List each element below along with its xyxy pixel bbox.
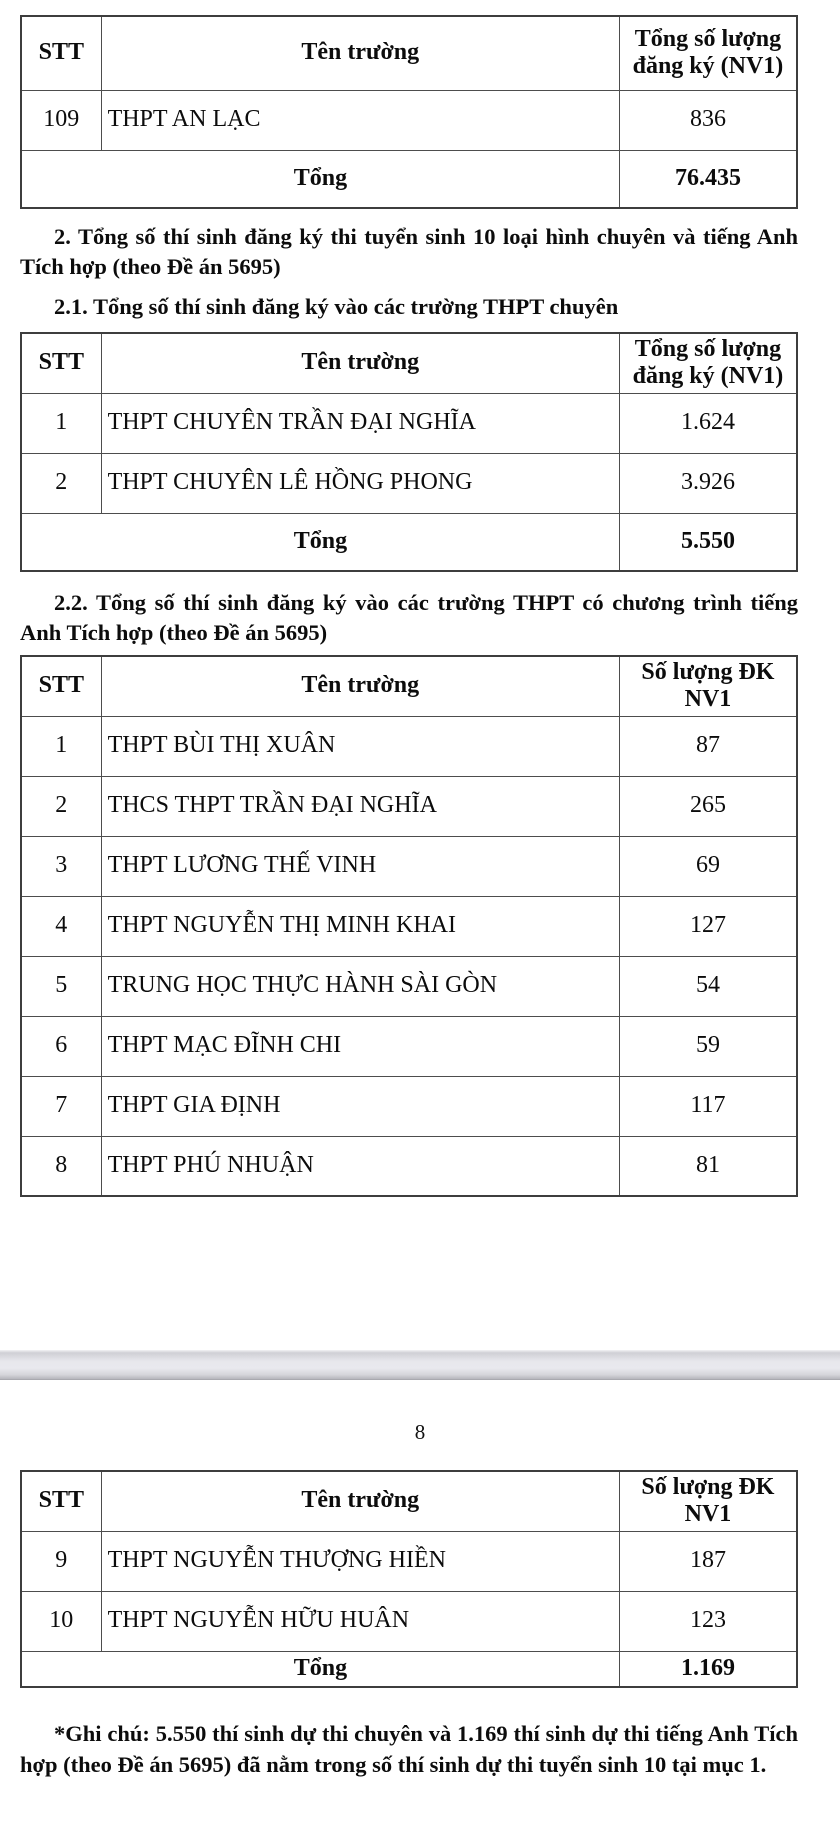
row-value: 123 <box>619 1591 797 1651</box>
table-row <box>21 393 797 453</box>
row-value: 3.926 <box>619 453 797 513</box>
row-value: 59 <box>619 1016 797 1076</box>
total-row <box>21 513 797 571</box>
section-2-2-heading: 2.2. Tổng số thí sinh đăng ký vào các trường THPT có chương trình tiếng Anh Tích hợp (theo Đề án 5695) <box>20 590 798 645</box>
integrated-english-schools-table-continued <box>20 1470 798 1688</box>
row-value: 1.624 <box>619 393 797 453</box>
row-school-name: THPT NGUYỄN HỮU HUÂN <box>101 1591 619 1651</box>
table-row <box>21 90 797 150</box>
header-stt: STT <box>21 16 101 90</box>
table-header-row <box>21 16 797 90</box>
table-header-row <box>21 1471 797 1531</box>
header-school-name: Tên trường <box>101 1471 619 1531</box>
row-value: 69 <box>619 836 797 896</box>
header-total-registered: Tổng số lượng đăng ký (NV1) <box>619 333 797 393</box>
row-value: 81 <box>619 1136 797 1196</box>
table-row <box>21 1591 797 1651</box>
total-value: 5.550 <box>619 513 797 571</box>
header-stt: STT <box>21 656 101 716</box>
row-school-name: THPT CHUYÊN TRẦN ĐẠI NGHĨA <box>101 393 619 453</box>
page-number: 8 <box>414 1420 426 1444</box>
row-value: 187 <box>619 1531 797 1591</box>
total-row <box>21 1651 797 1687</box>
header-school-name: Tên trường <box>101 333 619 393</box>
page-separator <box>0 1350 840 1380</box>
section-2-heading: 2. Tổng số thí sinh đăng ký thi tuyển sinh 10 loại hình chuyên và tiếng Anh Tích hợp (theo Đề án 5695) <box>20 224 798 279</box>
header-total-registered: Tổng số lượng đăng ký (NV1) <box>619 16 797 90</box>
row-stt: 5 <box>21 956 101 1016</box>
header-school-name: Tên trường <box>101 16 619 90</box>
table-row <box>21 776 797 836</box>
total-value: 76.435 <box>619 150 797 208</box>
total-row <box>21 150 797 208</box>
row-stt: 2 <box>21 776 101 836</box>
header-stt: STT <box>21 333 101 393</box>
integrated-english-schools-table <box>20 655 798 1197</box>
table-row <box>21 836 797 896</box>
total-value: 1.169 <box>619 1651 797 1687</box>
row-stt: 1 <box>21 393 101 453</box>
table-row <box>21 1531 797 1591</box>
row-school-name: THPT AN LẠC <box>101 90 619 150</box>
table-header-row <box>21 333 797 393</box>
row-value: 87 <box>619 716 797 776</box>
row-value: 836 <box>619 90 797 150</box>
row-school-name: THPT GIA ĐỊNH <box>101 1076 619 1136</box>
table-row <box>21 453 797 513</box>
total-label: Tổng <box>21 513 619 571</box>
row-school-name: THPT PHÚ NHUẬN <box>101 1136 619 1196</box>
row-stt: 10 <box>21 1591 101 1651</box>
header-registered-nv1: Số lượng ĐK NV1 <box>619 1471 797 1531</box>
row-school-name: THPT MẠC ĐĨNH CHI <box>101 1016 619 1076</box>
row-stt: 109 <box>21 90 101 150</box>
registration-table-section1 <box>20 15 798 209</box>
total-label: Tổng <box>21 150 619 208</box>
row-value: 54 <box>619 956 797 1016</box>
total-label: Tổng <box>21 1651 619 1687</box>
table-row <box>21 956 797 1016</box>
row-stt: 7 <box>21 1076 101 1136</box>
row-value: 265 <box>619 776 797 836</box>
row-stt: 3 <box>21 836 101 896</box>
row-school-name: THPT BÙI THỊ XUÂN <box>101 716 619 776</box>
row-stt: 4 <box>21 896 101 956</box>
header-registered-nv1: Số lượng ĐK NV1 <box>619 656 797 716</box>
row-stt: 8 <box>21 1136 101 1196</box>
specialized-schools-table <box>20 332 798 572</box>
table-row <box>21 1016 797 1076</box>
table-row <box>21 1136 797 1196</box>
row-value: 117 <box>619 1076 797 1136</box>
row-school-name: TRUNG HỌC THỰC HÀNH SÀI GÒN <box>101 956 619 1016</box>
row-stt: 6 <box>21 1016 101 1076</box>
row-school-name: THPT LƯƠNG THẾ VINH <box>101 836 619 896</box>
row-stt: 1 <box>21 716 101 776</box>
row-school-name: THPT NGUYỄN THỊ MINH KHAI <box>101 896 619 956</box>
row-school-name: THPT NGUYỄN THƯỢNG HIỀN <box>101 1531 619 1591</box>
footnote: *Ghi chú: 5.550 thí sinh dự thi chuyên và 1.169 thí sinh dự thi tiếng Anh Tích hợp (theo Đề án 5695) đã nằm trong số thí sinh dự thi tuyển sinh 10 tại mục 1. <box>20 1721 798 1777</box>
document-page <box>0 15 818 1197</box>
table-row <box>21 896 797 956</box>
row-school-name: THCS THPT TRẦN ĐẠI NGHĨA <box>101 776 619 836</box>
header-school-name: Tên trường <box>101 656 619 716</box>
section-2-1-heading: 2.1. Tổng số thí sinh đăng ký vào các trường THPT chuyên <box>54 294 619 319</box>
row-value: 127 <box>619 896 797 956</box>
header-stt: STT <box>21 1471 101 1531</box>
table-header-row <box>21 656 797 716</box>
row-stt: 2 <box>21 453 101 513</box>
table-row <box>21 716 797 776</box>
table-row <box>21 1076 797 1136</box>
row-school-name: THPT CHUYÊN LÊ HỒNG PHONG <box>101 453 619 513</box>
row-stt: 9 <box>21 1531 101 1591</box>
